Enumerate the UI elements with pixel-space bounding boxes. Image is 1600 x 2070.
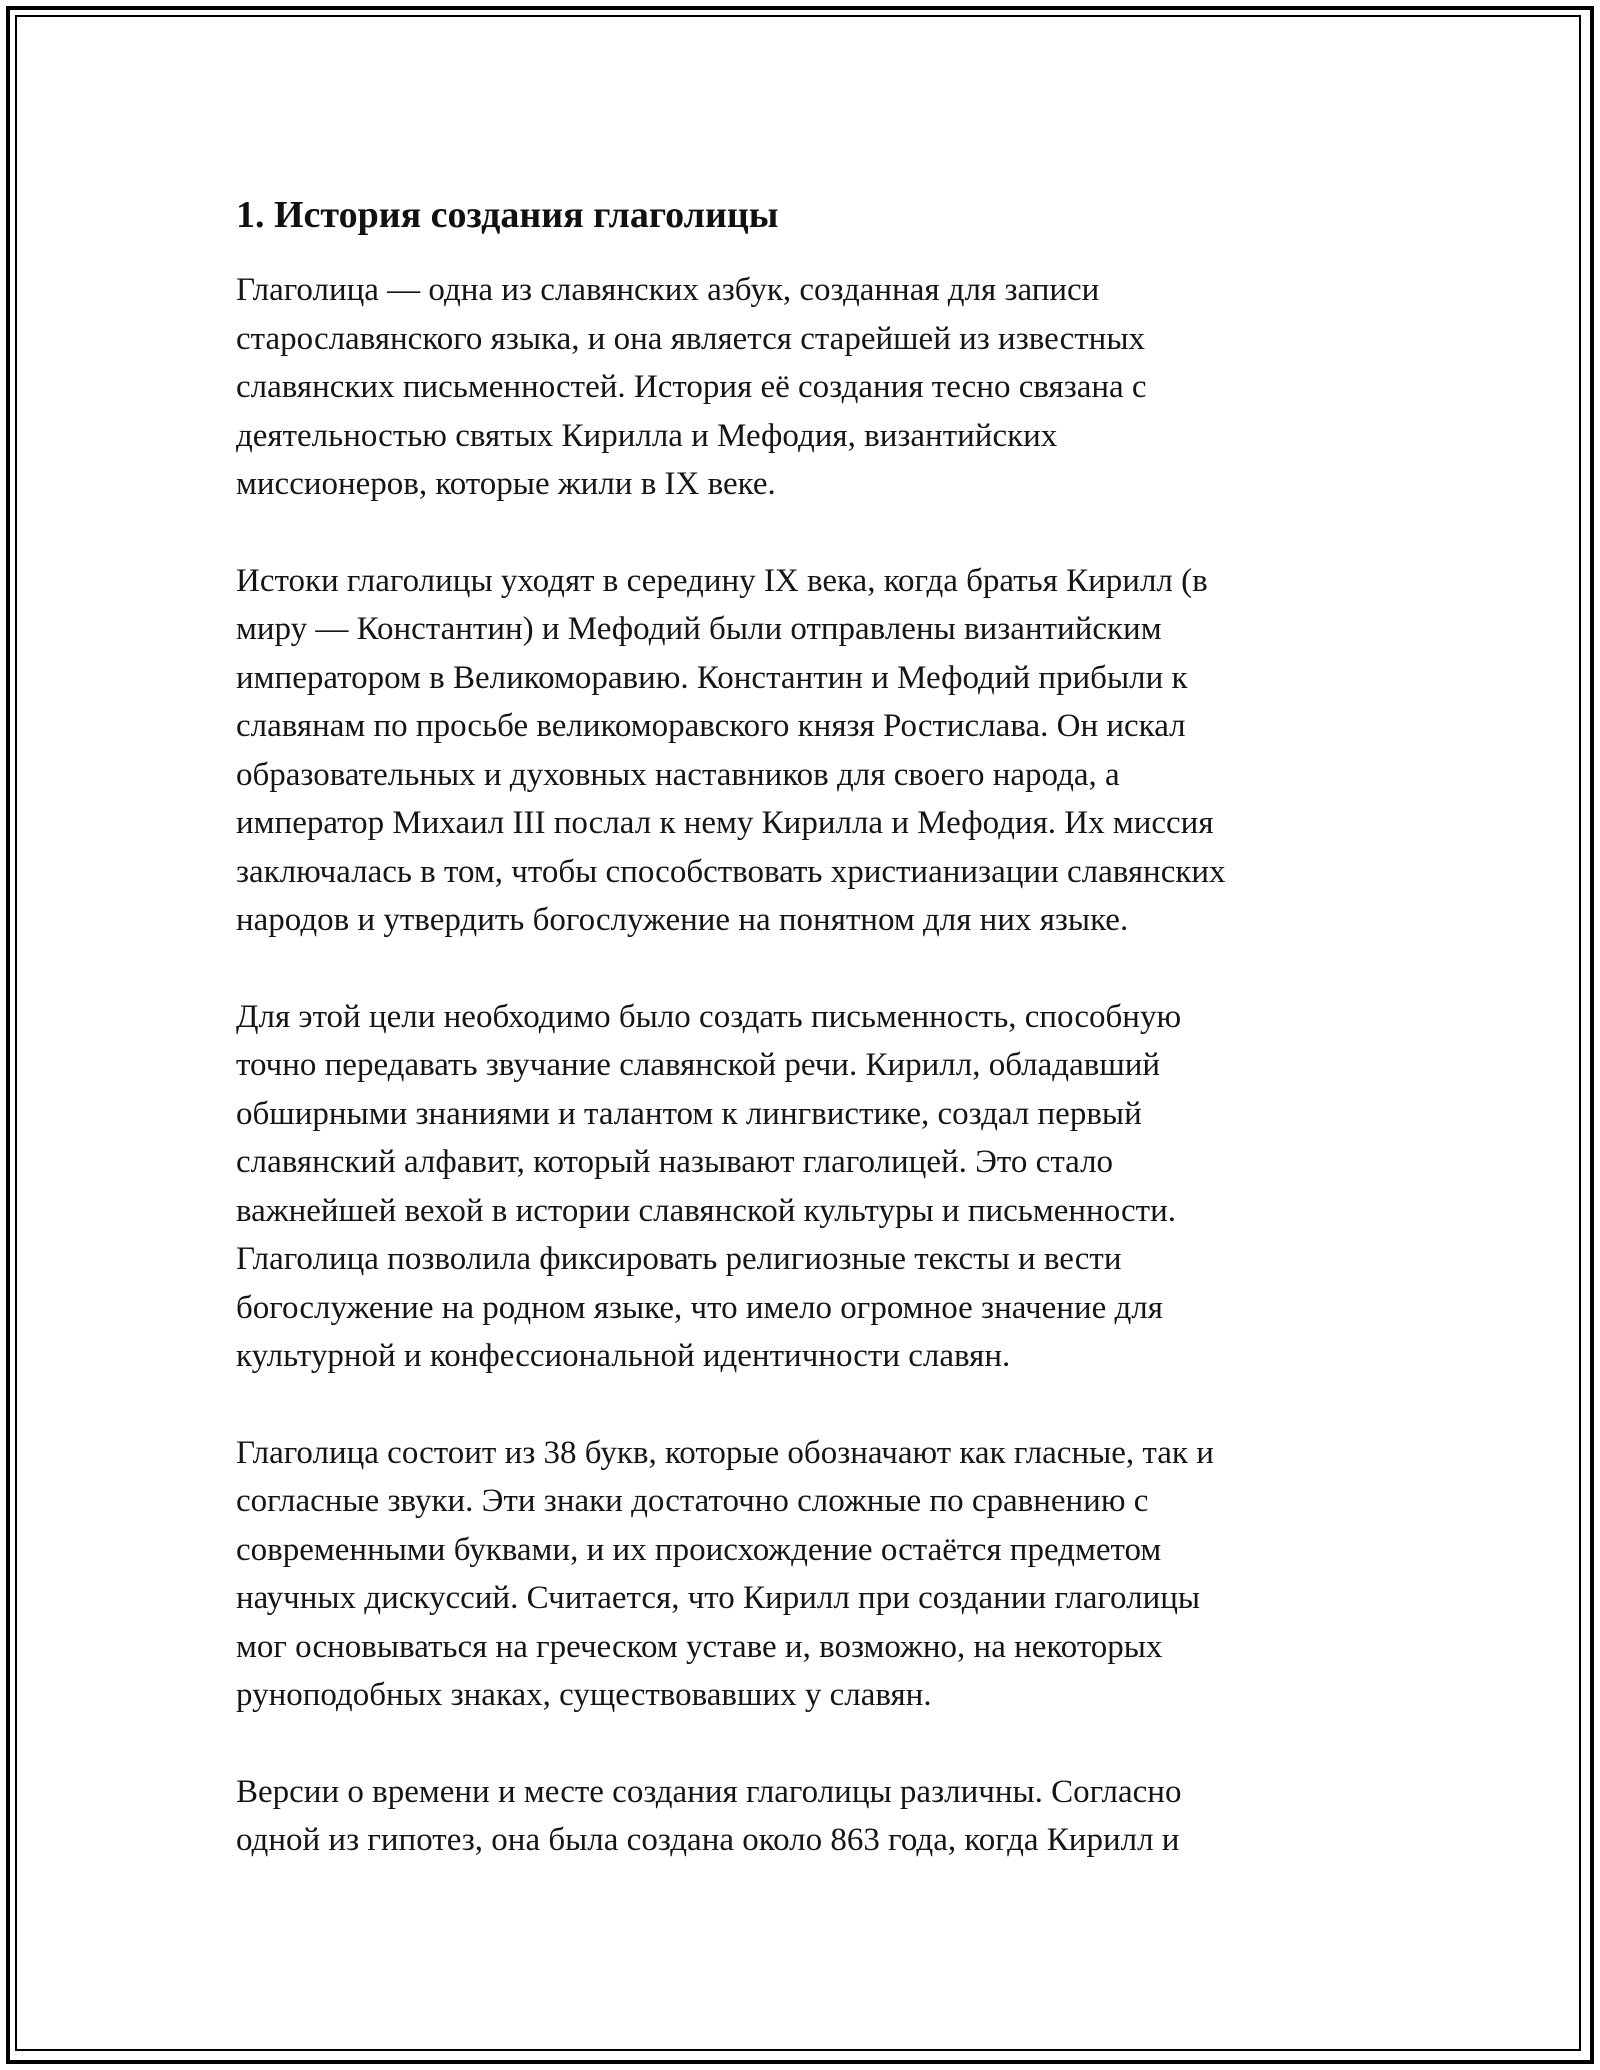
- text-line: деятельностью святых Кирилла и Мефодия, византийских: [236, 417, 1058, 454]
- text-line: Версии о времени и месте создания глаголицы различны. Согласно: [236, 1773, 1182, 1810]
- text-line: Для этой цели необходимо было создать письменность, способную: [236, 998, 1182, 1035]
- text-line: обширными знаниями и талантом к лингвистике, создал первый: [236, 1095, 1142, 1132]
- text-line: одной из гипотез, она была создана около 863 года, когда Кирилл и: [236, 1822, 1180, 1858]
- text-line: императором в Великоморавию. Константин и Мефодий прибыли к: [236, 659, 1188, 696]
- text-line: руноподобных знаках, существовавших у славян.: [236, 1677, 932, 1713]
- section-title: 1. История создания глаголицы: [236, 194, 779, 236]
- text-line: славянских письменностей. История её создания тесно связана с: [236, 369, 1147, 405]
- text-line: Глаголица состоит из 38 букв, которые обозначают как гласные, так и: [236, 1434, 1214, 1471]
- text-line: современными буквами, и их происхождение остаётся предметом: [236, 1531, 1162, 1568]
- paragraph-5: [236, 1768, 1366, 1865]
- document-body: [236, 190, 1366, 1913]
- paragraph-2: [236, 557, 1366, 945]
- text-line: важнейшей вехой в истории славянской культуры и письменности.: [236, 1192, 1177, 1229]
- text-line: культурной и конфессиональной идентичности славян.: [236, 1338, 1011, 1374]
- text-line: богослужение на родном языке, что имело огромное значение для: [236, 1289, 1163, 1326]
- text-line: заключалась в том, чтобы способствовать христианизации славянских: [236, 853, 1226, 890]
- text-line: миру — Константин) и Мефодий были отправлены византийским: [236, 611, 1162, 647]
- text-line: император Михаил III послал к нему Кирилла и Мефодия. Их миссия: [236, 805, 1214, 841]
- paragraph-3: [236, 993, 1366, 1381]
- text-line: научных дискуссий. Считается, что Кирилл при создании глаголицы: [236, 1580, 1201, 1616]
- text-line: старославянского языка, и она является старейшей из известных: [236, 320, 1145, 357]
- text-line: согласные звуки. Эти знаки достаточно сложные по сравнению с: [236, 1483, 1149, 1519]
- text-line: точно передавать звучание славянской речи. Кирилл, обладавший: [236, 1047, 1161, 1083]
- paragraph-1: [236, 266, 1366, 509]
- text-line: Глаголица позволила фиксировать религиозные тексты и вести: [236, 1241, 1122, 1277]
- text-line: славянам по просьбе великоморавского князя Ростислава. Он искал: [236, 708, 1186, 744]
- text-line: Истоки глаголицы уходят в середину IX века, когда братья Кирилл (в: [236, 562, 1208, 599]
- text-line: образовательных и духовных наставников для своего народа, а: [236, 756, 1120, 793]
- text-line: славянский алфавит, который называют глаголицей. Это стало: [236, 1144, 1114, 1180]
- text-line: народов и утвердить богослужение на понятном для них языке.: [236, 902, 1129, 938]
- text-line: мог основываться на греческом уставе и, возможно, на некоторых: [236, 1628, 1163, 1665]
- paragraph-4: [236, 1429, 1366, 1720]
- text-line: миссионеров, которые жили в IX веке.: [236, 466, 776, 502]
- text-line: Глаголица — одна из славянских азбук, созданная для записи: [236, 272, 1100, 308]
